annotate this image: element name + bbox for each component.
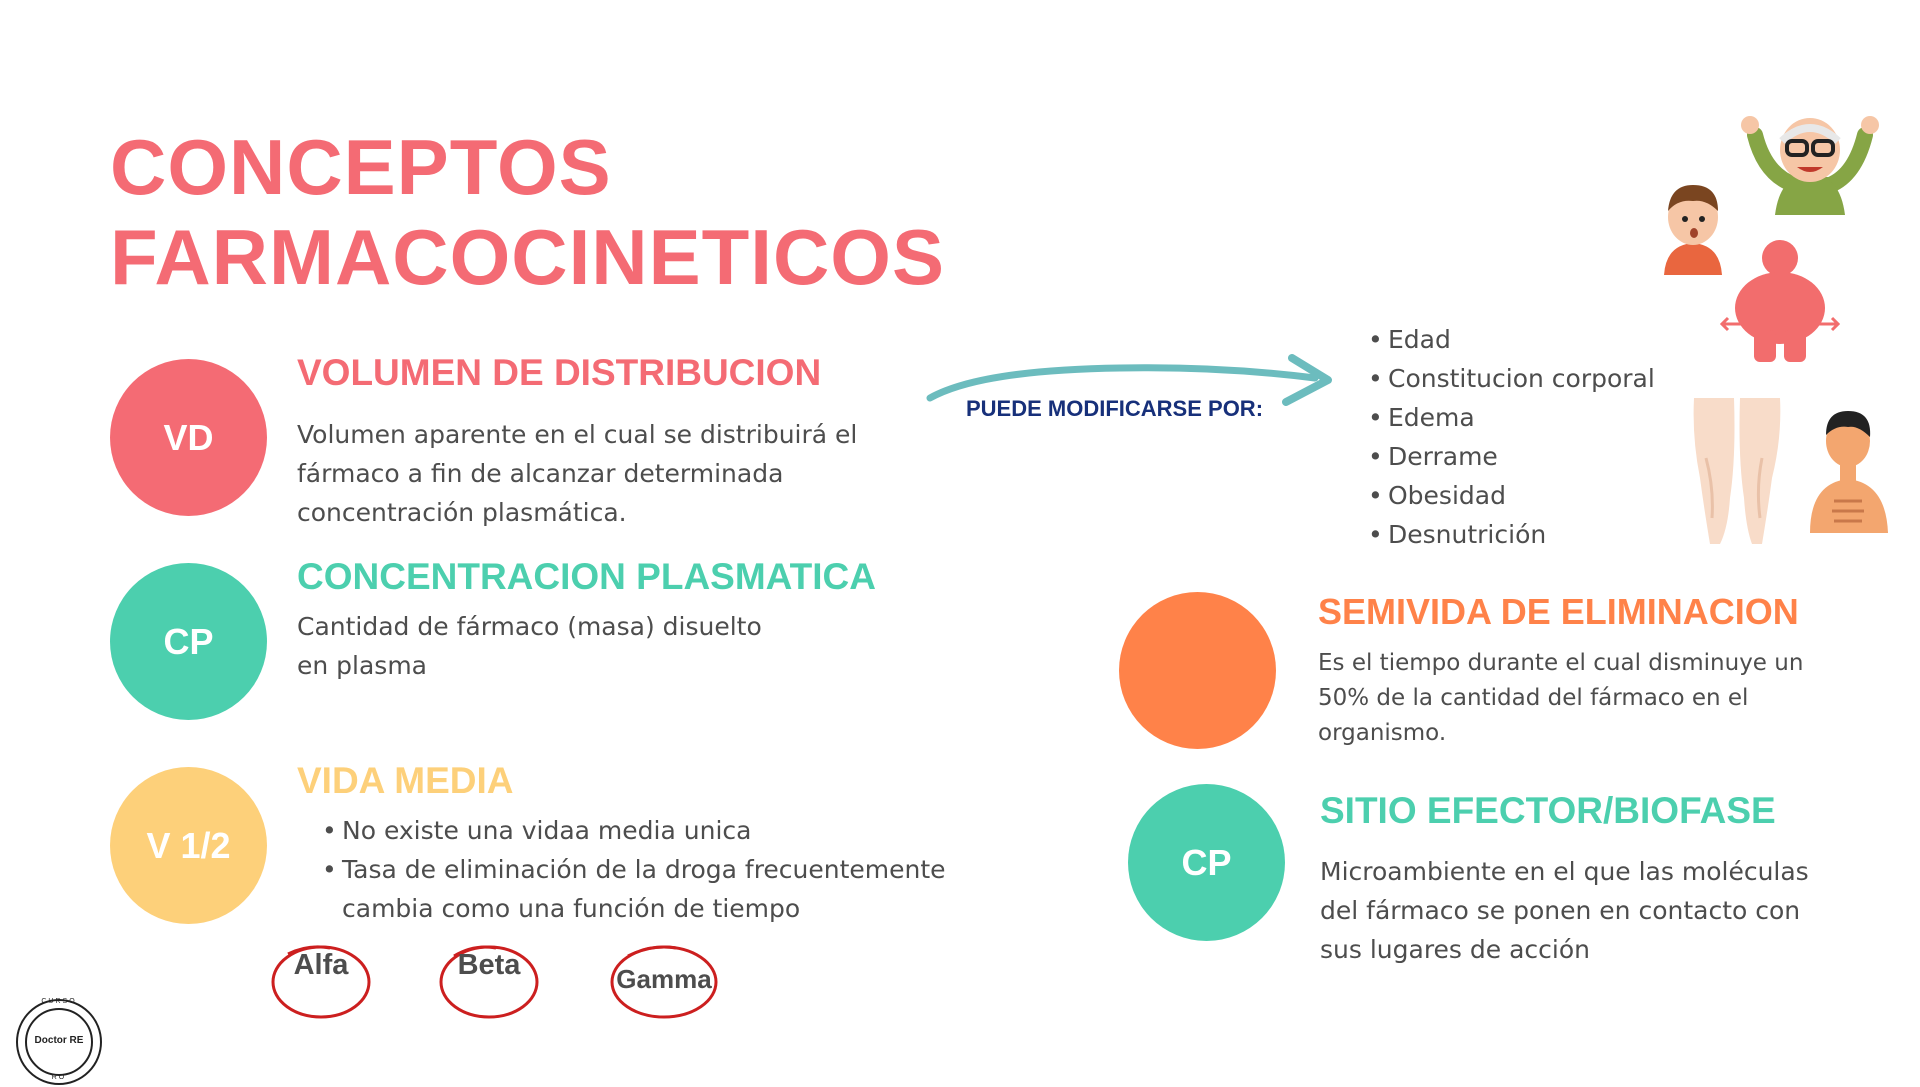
sitio-badge-label: CP bbox=[1181, 841, 1232, 883]
list-item: • Edema bbox=[1368, 398, 1698, 437]
vd-description: Volumen aparente en el cual se distribuirá el fármaco a fin de alcanzar determinada concentración plasmática. bbox=[297, 420, 858, 527]
semivida-badge bbox=[1119, 592, 1276, 749]
tag-label: Beta bbox=[457, 949, 521, 981]
list-item: • Tasa de eliminación de la droga frecuentemente cambia como una función de tiempo bbox=[322, 850, 962, 928]
tag-gamma bbox=[606, 940, 722, 1022]
list-item: • Constitucion corporal bbox=[1368, 359, 1698, 398]
tag-label: Gamma bbox=[616, 964, 712, 994]
obese-person-icon bbox=[1720, 238, 1840, 363]
cp-badge bbox=[110, 563, 267, 720]
child-icon bbox=[1656, 175, 1730, 275]
title-line-2: FARMACOCINETICOS bbox=[110, 213, 945, 301]
cp-heading: CONCENTRACION PLASMATICA bbox=[297, 556, 876, 597]
list-item: • Derrame bbox=[1368, 437, 1698, 476]
v12-badge bbox=[110, 767, 267, 924]
tag-alfa bbox=[268, 940, 374, 1022]
vd-heading: VOLUMEN DE DISTRIBUCION bbox=[297, 352, 822, 393]
modifier-label: PUEDE MODIFICARSE POR: bbox=[966, 396, 1264, 421]
thin-man-icon bbox=[1806, 405, 1891, 533]
semivida-description: Es el tiempo durante el cual disminuye un 50% de la cantidad del fármaco en el organismo. bbox=[1318, 650, 1804, 746]
v12-badge-label: V 1/2 bbox=[146, 824, 231, 866]
sitio-description: Microambiente en el que las moléculas del fármaco se ponen en contacto con sus lugares de acción bbox=[1320, 857, 1809, 964]
list-item: • Obesidad bbox=[1368, 476, 1698, 515]
logo-bottom-text: RO bbox=[51, 1074, 67, 1081]
page-title bbox=[110, 122, 945, 302]
swollen-legs-icon bbox=[1690, 398, 1785, 548]
logo bbox=[14, 997, 104, 1087]
cp-description: Cantidad de fármaco (masa) disuelto en plasma bbox=[297, 612, 762, 680]
semivida-heading: SEMIVIDA DE ELIMINACION bbox=[1318, 591, 1799, 632]
list-item: • Desnutrición bbox=[1368, 515, 1698, 554]
logo-top-text: CURSO bbox=[41, 998, 77, 1005]
vd-badge-label: VD bbox=[163, 416, 214, 458]
cp-badge-label: CP bbox=[163, 620, 214, 662]
elderly-man-icon bbox=[1735, 105, 1885, 215]
tag-label: Alfa bbox=[293, 949, 349, 981]
vida-media-heading: VIDA MEDIA bbox=[297, 760, 514, 801]
tag-beta bbox=[436, 940, 542, 1022]
title-line-1: CONCEPTOS bbox=[110, 123, 612, 211]
modifier-list bbox=[1368, 320, 1698, 554]
sitio-badge bbox=[1128, 784, 1285, 941]
vd-badge bbox=[110, 359, 267, 516]
vida-media-list bbox=[322, 811, 962, 928]
list-item: • No existe una vidaa media unica bbox=[322, 811, 962, 850]
sitio-heading: SITIO EFECTOR/BIOFASE bbox=[1320, 790, 1776, 831]
list-item: • Edad bbox=[1368, 320, 1698, 359]
logo-middle-text: Doctor RE bbox=[34, 1035, 84, 1046]
